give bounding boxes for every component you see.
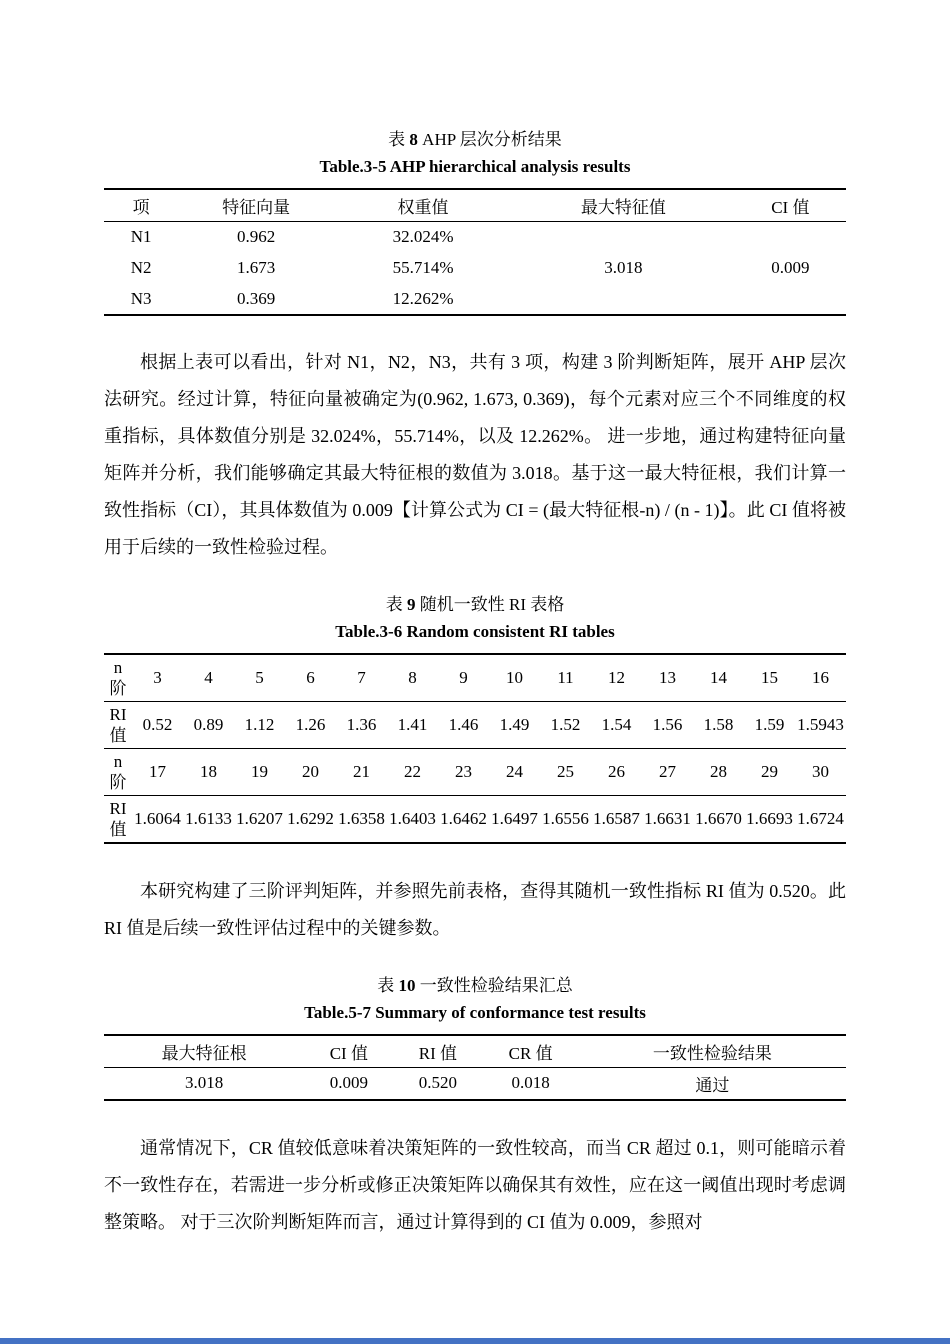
table-cell: 0.89	[193, 715, 224, 734]
table-cell	[735, 284, 846, 315]
table-row	[104, 795, 846, 843]
table-cell: 0.52	[142, 715, 173, 734]
table-cell: 8	[408, 668, 417, 687]
table-cell: 1.59	[754, 715, 785, 734]
table-cell: 27	[659, 762, 676, 781]
table-cell: 1.6133	[185, 809, 232, 828]
table-cell: 1.41	[397, 715, 428, 734]
table-cell	[512, 284, 735, 315]
table10-caption-cn	[104, 974, 846, 998]
random-consistency-ri-table	[104, 653, 846, 844]
table-cell: N1	[130, 227, 152, 247]
table-cell: 1.36	[346, 715, 377, 734]
table-cell: 14	[710, 668, 727, 687]
table-cell: 1.6462	[440, 809, 487, 828]
table10-caption-en: Table.5-7 Summary of conformance test results	[304, 1002, 646, 1022]
table-cell: N3	[130, 288, 152, 308]
table-cell: 1.6670	[695, 809, 742, 828]
table-cell: 3.018	[185, 1073, 224, 1092]
table-cell: 1.5943	[797, 715, 844, 734]
caption-number: 8	[409, 130, 418, 149]
table-cell: 28	[710, 762, 727, 781]
table-cell	[735, 222, 846, 253]
table-cell: 1.54	[601, 715, 632, 734]
caption-number: 9	[407, 594, 416, 614]
table-cell: 5	[255, 668, 264, 687]
table-cell: 1.673	[236, 258, 276, 277]
table-cell: 24	[506, 762, 523, 781]
table-cell	[512, 222, 735, 253]
column-header-ri: RI 值	[418, 1043, 457, 1063]
caption-text: 随机一致性 RI 表格	[415, 594, 565, 614]
table-cell: 1.46	[448, 715, 479, 734]
caption-text: AHP 层次分析结果	[417, 130, 562, 149]
table-cell: 通过	[695, 1075, 730, 1095]
column-header-ci: CI 值	[771, 198, 810, 217]
table-cell: 1.6207	[236, 809, 283, 828]
column-header-item: 项	[132, 198, 150, 217]
ahp-results-table	[104, 188, 846, 316]
table-cell: 0.962	[236, 227, 276, 247]
table-header-row	[104, 1035, 846, 1068]
table-cell: 0.009	[771, 258, 810, 277]
table-cell: 1.6693	[746, 809, 793, 828]
document-content	[104, 0, 846, 1241]
column-header-result: 一致性检验结果	[652, 1043, 772, 1063]
table-cell: 18	[200, 762, 217, 781]
table-cell: 29	[761, 762, 778, 781]
table-row	[104, 748, 846, 795]
table-cell: 0.369	[236, 288, 276, 308]
table-cell: 3.018	[604, 258, 643, 277]
caption-number: 10	[398, 975, 416, 995]
column-header-max-eigenvalue: 最大特征值	[580, 198, 666, 217]
table-cell: 55.714%	[392, 258, 454, 277]
bottom-accent-bar	[0, 1338, 950, 1344]
table-cell: n 阶	[109, 751, 127, 792]
table8-caption-cn	[104, 128, 846, 152]
table8-body	[104, 222, 846, 315]
table-row	[104, 222, 846, 253]
table-cell: 20	[302, 762, 319, 781]
table-cell: 0.018	[511, 1073, 550, 1092]
table-cell: 12	[608, 668, 625, 687]
table-cell: 1.6497	[491, 809, 538, 828]
table-cell: 1.6587	[593, 809, 640, 828]
table-cell: RI 值	[109, 798, 127, 839]
table-cell: 1.6292	[287, 809, 334, 828]
table-cell: 0.009	[329, 1073, 368, 1092]
table-cell: 12.262%	[392, 288, 454, 308]
paragraph-ri-value: 本研究构建了三阶评判矩阵，并参照先前表格，查得其随机一致性指标 RI 值为 0.520。此 RI 值是后续一致性评估过程中的关键参数。	[104, 880, 846, 938]
caption-text: 一致性检验结果汇总	[415, 975, 573, 995]
table9-caption-en: Table.3-6 Random consistent RI tables	[335, 621, 615, 641]
table-cell: 23	[455, 762, 472, 781]
table-cell: N2	[130, 258, 152, 277]
table-cell: 1.6556	[542, 809, 589, 828]
column-header-cr: CR 值	[508, 1043, 553, 1063]
table-cell: 1.56	[652, 715, 683, 734]
caption-prefix: 表	[385, 594, 407, 614]
table-cell: 1.26	[295, 715, 326, 734]
table-header-row	[104, 189, 846, 222]
table-cell: 13	[659, 668, 676, 687]
paragraph-cr-discussion: 通常情况下，CR 值较低意味着决策矩阵的一致性较高，而当 CR 超过 0.1，则可能暗示着不一致性存在，若需进一步分析或修正决策矩阵以确保其有效性，应在这一阈值出现时考虑调整策略。 对于三次阶判断矩阵而言，通过计算得到的 CI 值为 0.009，参照对	[104, 1137, 846, 1232]
table8-caption-en: Table.3-5 AHP hierarchical analysis results	[319, 157, 631, 176]
column-header-weight: 权重值	[397, 198, 449, 217]
table-row	[104, 701, 846, 748]
table9-body	[104, 654, 846, 843]
table-cell: 17	[149, 762, 166, 781]
table-cell: 22	[404, 762, 421, 781]
table-cell: 11	[557, 668, 574, 687]
table-cell: 1.6064	[134, 809, 181, 828]
table-cell: 19	[251, 762, 268, 781]
table-cell: 1.52	[550, 715, 581, 734]
paragraph-ahp-analysis: 根据上表可以看出，针对 N1，N2，N3，共有 3 项，构建 3 阶判断矩阵，展开 AHP 层次法研究。经过计算，特征向量被确定为(0.962, 1.673, 0.369)，每个元素对应三个不同维度的权重指标，具体数值分别是 32.024%，55.714%，以及 12.262%。 进一步地，通过构建特征向量矩阵并分析，我们能够确定其最大特征根的数值为 3.018。基于这一最大特征根，我们计算一致性指标（CI），其具体数值为 0.009【计算公式为 CI = (最大特征根-n) / (n - 1)】。此 CI 值将被用于后续的一致性检验过程。	[104, 351, 846, 557]
table-cell: 1.49	[499, 715, 530, 734]
table-cell: n 阶	[109, 657, 127, 698]
column-header-eigenvector: 特征向量	[222, 198, 291, 217]
table-cell: 30	[812, 762, 829, 781]
table-row	[104, 284, 846, 315]
column-header-max-eigenroot: 最大特征根	[161, 1043, 247, 1063]
table-cell: 3	[153, 668, 162, 687]
caption-prefix: 表	[377, 975, 399, 995]
table-cell: 25	[557, 762, 574, 781]
table-row	[104, 253, 846, 284]
table-row	[104, 654, 846, 702]
table-cell: 1.58	[703, 715, 734, 734]
table-cell: 1.6358	[338, 809, 385, 828]
table-cell: RI 值	[109, 704, 127, 745]
table-cell: 6	[306, 668, 315, 687]
caption-prefix: 表	[388, 130, 410, 149]
table-cell: 0.520	[418, 1073, 457, 1092]
table-cell: 7	[357, 668, 366, 687]
table-cell: 1.6724	[797, 809, 844, 828]
table-row	[104, 1067, 846, 1100]
table9-caption-cn	[104, 593, 846, 617]
table-cell: 1.6403	[389, 809, 436, 828]
table-cell: 1.12	[244, 715, 275, 734]
table-cell: 9	[459, 668, 468, 687]
table-cell: 32.024%	[392, 227, 454, 247]
conformance-test-table	[104, 1034, 846, 1101]
table-cell: 1.6631	[644, 809, 691, 828]
table-cell: 10	[506, 668, 523, 687]
table-cell: 26	[608, 762, 625, 781]
table-cell: 16	[812, 668, 829, 687]
table-cell: 21	[353, 762, 370, 781]
table10-body	[104, 1067, 846, 1100]
table-cell: 4	[204, 668, 213, 687]
table-cell: 15	[761, 668, 778, 687]
column-header-ci: CI 值	[329, 1043, 368, 1063]
